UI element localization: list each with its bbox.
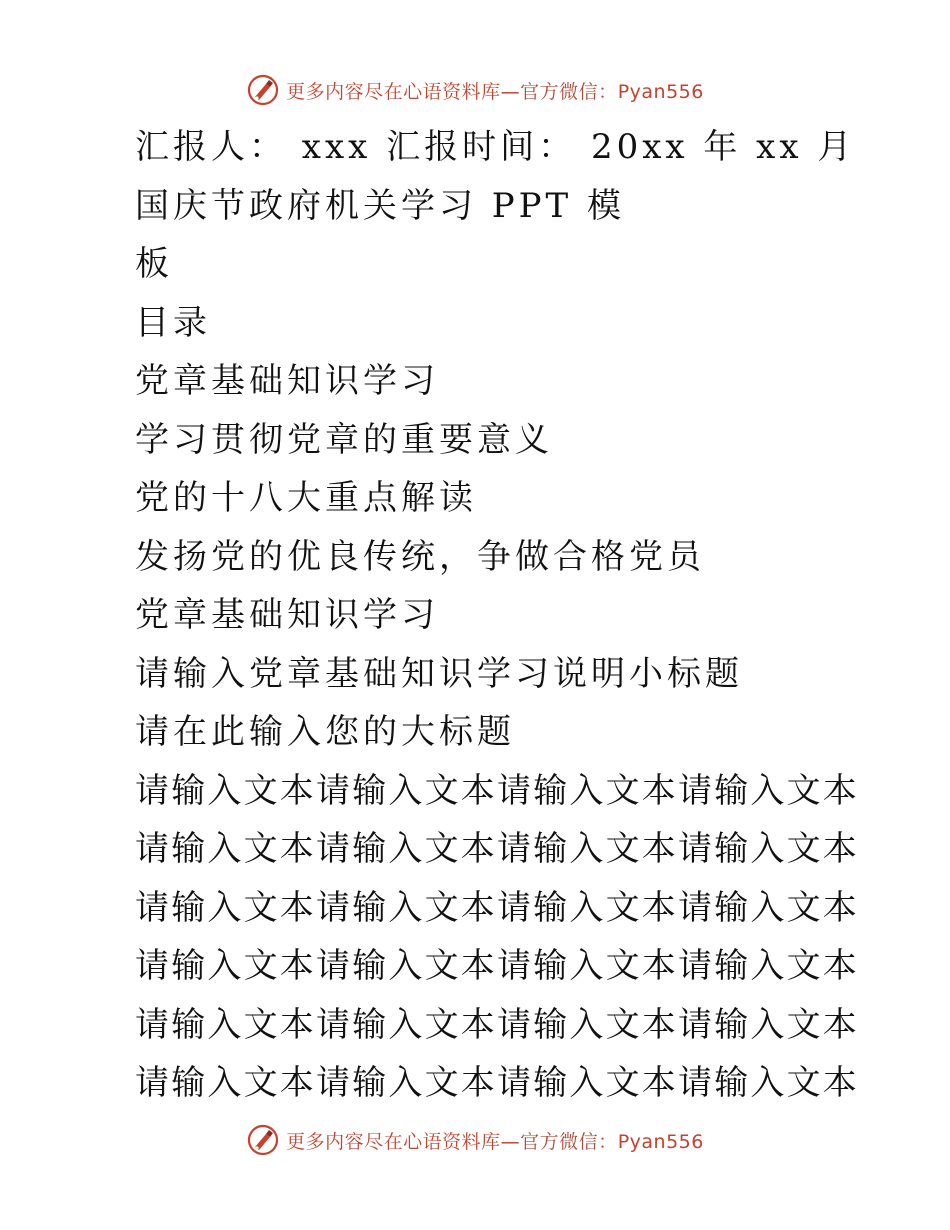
watermark-sub: 官方微信： (520, 1130, 618, 1153)
title-line-1: 国庆节政府机关学习 PPT 模 (135, 185, 626, 226)
watermark-main: 更多内容尽在心语资料库 (286, 1130, 501, 1153)
body-text-line: 请输入文本请输入文本请输入文本请输入文本 (135, 829, 859, 869)
header-watermark (0, 70, 950, 110)
footer-watermark (0, 1120, 950, 1160)
document-body (135, 118, 859, 1113)
watermark-text (286, 1127, 704, 1154)
watermark-id: Pyan556 (617, 1130, 704, 1153)
body-text-line: 请输入文本请输入文本请输入文本请输入文本 (135, 1063, 859, 1103)
pen-logo-icon (246, 73, 280, 107)
reporter-line: 汇报人： xxx 汇报时间： 20xx 年 xx 月 (135, 127, 856, 167)
toc-item-2: 学习贯彻党章的重要意义 (135, 419, 553, 460)
watermark-id: Pyan556 (617, 80, 704, 103)
toc-item-4: 发扬党的优良传统，争做合格党员 (135, 536, 705, 577)
watermark-sub: 官方微信： (520, 80, 618, 103)
pen-logo-icon (246, 1123, 280, 1157)
watermark-text (286, 77, 704, 104)
toc-heading: 目录 (135, 302, 211, 343)
body-text-line: 请输入文本请输入文本请输入文本请输入文本 (135, 1004, 859, 1045)
toc-item-3: 党的十八大重点解读 (135, 478, 477, 518)
watermark-dash: — (500, 1130, 521, 1153)
big-title-placeholder: 请在此输入您的大标题 (135, 712, 515, 752)
title-line-2: 板 (135, 244, 173, 284)
section-heading: 党章基础知识学习 (135, 595, 439, 635)
toc-item-1: 党章基础知识学习 (135, 361, 439, 401)
section-subtitle: 请输入党章基础知识学习说明小标题 (135, 653, 743, 694)
body-text-line: 请输入文本请输入文本请输入文本请输入文本 (135, 887, 859, 928)
body-text-line: 请输入文本请输入文本请输入文本请输入文本 (135, 770, 859, 811)
body-text-line: 请输入文本请输入文本请输入文本请输入文本 (135, 946, 859, 986)
watermark-dash: — (500, 80, 521, 103)
watermark-main: 更多内容尽在心语资料库 (286, 80, 501, 103)
